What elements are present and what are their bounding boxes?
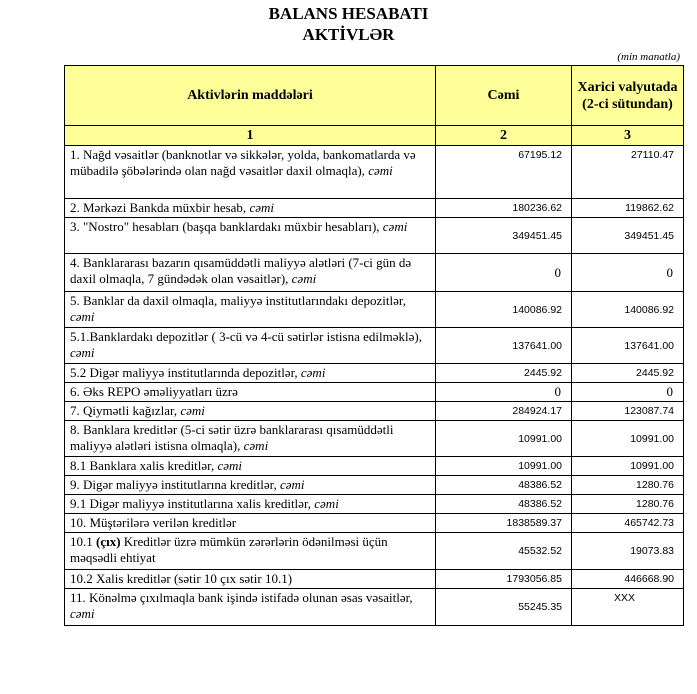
row-total: 140086.92: [436, 292, 572, 328]
row-total: 10991.00: [436, 457, 572, 476]
row-foreign: 119862.62: [572, 199, 684, 218]
table-row: [65, 514, 684, 533]
row-total: 284924.17: [436, 402, 572, 421]
report-subtitle: AKTİVLƏR: [302, 25, 395, 44]
row-label: 4. Banklararası bazarın qısamüddətli maliyyə alətləri (7-ci gün də daxil olmaqla, 7 gündədək olan vəsaitlər), cəmi: [65, 254, 436, 292]
table-row: [65, 589, 684, 626]
row-total: 1838589.37: [436, 514, 572, 533]
row-total: 10991.00: [436, 421, 572, 457]
col-number-3: 3: [572, 126, 684, 146]
row-foreign: 140086.92: [572, 292, 684, 328]
row-foreign: 0: [572, 254, 684, 292]
row-label: 5.2 Digər maliyyə institutlarında depozitlər, cəmi: [65, 364, 436, 383]
row-foreign: 27110.47: [572, 146, 684, 199]
table-row: [65, 292, 684, 328]
assets-table: [64, 65, 684, 626]
row-label: 2. Mərkəzi Bankda müxbir hesab, cəmi: [65, 199, 436, 218]
row-foreign: 10991.00: [572, 457, 684, 476]
row-label: 11. Könəlmə çıxılmaqla bank işində istifadə olunan əsas vəsaitlər, cəmi: [65, 589, 436, 626]
unit-note: (min manatla): [617, 51, 680, 63]
row-label: 9.1 Digər maliyyə institutlarına xalis kreditlər, cəmi: [65, 495, 436, 514]
table-row: [65, 328, 684, 364]
row-total: 180236.62: [436, 199, 572, 218]
row-label: 8. Banklara kreditlər (5-ci sətir üzrə banklararası qısamüddətli maliyyə alətləri istisna olmaqla), cəmi: [65, 421, 436, 457]
row-foreign: XXX: [572, 589, 684, 626]
row-label: 5.1.Banklardakı depozitlər ( 3-cü və 4-cü sətirlər istisna edilməklə), cəmi: [65, 328, 436, 364]
table-row: [65, 218, 684, 254]
table-row: [65, 146, 684, 199]
row-foreign: 19073.83: [572, 533, 684, 570]
row-total: 0: [436, 254, 572, 292]
table-row: [65, 254, 684, 292]
row-label: 6. Əks REPO əməliyyatları üzrə: [65, 383, 436, 402]
row-foreign: 465742.73: [572, 514, 684, 533]
col-number-2: 2: [436, 126, 572, 146]
row-label: 10.2 Xalis kreditlər (sətir 10 çıx sətir 10.1): [65, 570, 436, 589]
row-label: 9. Digər maliyyə institutlarına kreditlər, cəmi: [65, 476, 436, 495]
table-row: [65, 199, 684, 218]
row-label: 7. Qiymətli kağızlar, cəmi: [65, 402, 436, 421]
col-number-1: 1: [65, 126, 436, 146]
row-foreign: 1280.76: [572, 476, 684, 495]
row-foreign: 10991.00: [572, 421, 684, 457]
table-row: [65, 476, 684, 495]
row-foreign: 137641.00: [572, 328, 684, 364]
row-foreign: 349451.45: [572, 218, 684, 254]
header-foreign: Xarici valyutada (2-ci sütundan): [572, 66, 684, 126]
table-row: [65, 421, 684, 457]
table-row: [65, 383, 684, 402]
report-title: BALANS HESABATI: [268, 4, 429, 23]
row-foreign: 0: [572, 383, 684, 402]
header-items: Aktivlərin maddələri: [65, 66, 436, 126]
row-total: 2445.92: [436, 364, 572, 383]
row-foreign: 446668.90: [572, 570, 684, 589]
table-row: [65, 364, 684, 383]
row-total: 45532.52: [436, 533, 572, 570]
row-foreign: 123087.74: [572, 402, 684, 421]
row-total: 0: [436, 383, 572, 402]
row-total: 48386.52: [436, 495, 572, 514]
table-row: [65, 495, 684, 514]
table-row: [65, 457, 684, 476]
row-total: 137641.00: [436, 328, 572, 364]
row-label: 10.1 (çıx) Kreditlər üzrə mümkün zərərlərin ödənilməsi üçün məqsədli ehtiyat: [65, 533, 436, 570]
table-row: [65, 402, 684, 421]
row-label: 10. Müştərilərə verilən kreditlər: [65, 514, 436, 533]
row-label: 3. "Nostro" hesabları (başqa banklardakı müxbir hesabları), cəmi: [65, 218, 436, 254]
row-total: 1793056.85: [436, 570, 572, 589]
row-total: 349451.45: [436, 218, 572, 254]
header-total: Cəmi: [436, 66, 572, 126]
table-row: [65, 533, 684, 570]
row-total: 48386.52: [436, 476, 572, 495]
row-label: 1. Nağd vəsaitlər (banknotlar və sikkələr, yolda, bankomatlarda və mübadilə şöbələrində olan nağd vəsaitlər daxil olmaqla), cəmi: [65, 146, 436, 199]
row-total: 55245.35: [436, 589, 572, 626]
row-foreign: 1280.76: [572, 495, 684, 514]
row-label: 5. Banklar da daxil olmaqla, maliyyə institutlarındakı depozitlər, cəmi: [65, 292, 436, 328]
row-foreign: 2445.92: [572, 364, 684, 383]
table-row: [65, 570, 684, 589]
row-total: 67195.12: [436, 146, 572, 199]
row-label: 8.1 Banklara xalis kreditlər, cəmi: [65, 457, 436, 476]
